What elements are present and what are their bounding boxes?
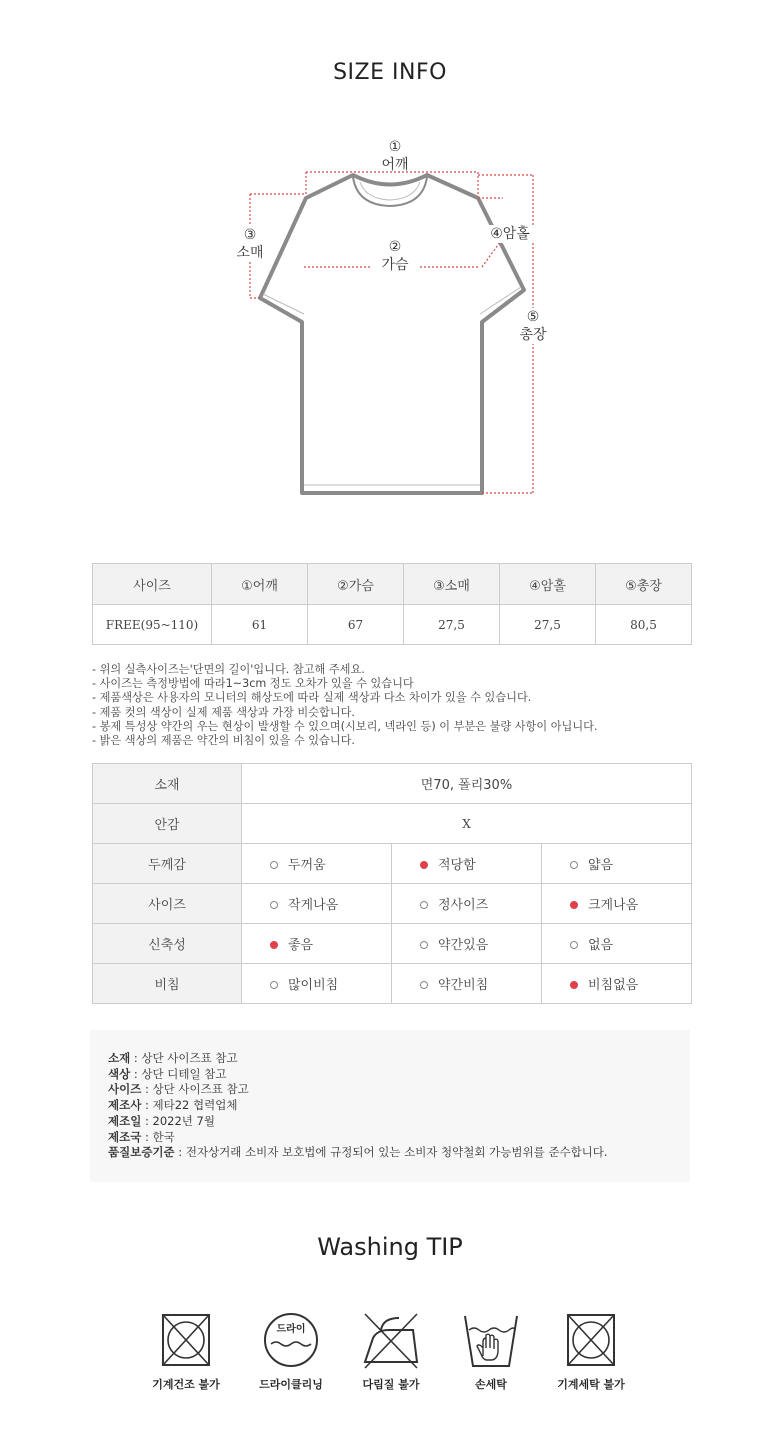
- measure-label-length: ⑤ 총장: [513, 308, 553, 344]
- option-fit-true: 정사이즈: [392, 884, 542, 924]
- header-chest: ②가슴: [308, 564, 404, 605]
- tshirt-illustration: [220, 130, 560, 510]
- cell-shoulder: 61: [212, 605, 308, 645]
- option-sheer-much: 많이비침: [242, 964, 392, 1004]
- option-thickness-medium: 적당함: [392, 844, 542, 884]
- radio-dot-icon: [570, 861, 578, 869]
- radio-dot-icon: [420, 941, 428, 949]
- info-line-size: 사이즈 : 상단 사이즈표 참고: [108, 1082, 249, 1097]
- lining-label: 안감: [93, 804, 242, 844]
- radio-dot-selected-icon: [270, 941, 278, 949]
- hand-wash-icon: [461, 1308, 521, 1372]
- header-armhole: ④암홀: [500, 564, 596, 605]
- dry-clean-icon: [261, 1308, 321, 1372]
- radio-dot-icon: [420, 981, 428, 989]
- cell-length: 80,5: [596, 605, 692, 645]
- option-sheer-none: 비침없음: [542, 964, 692, 1004]
- washing-title: Washing TIP: [317, 1233, 463, 1261]
- radio-dot-selected-icon: [570, 981, 578, 989]
- care-label: 기계건조 불가: [152, 1378, 220, 1391]
- measure-label-chest: ② 가슴: [371, 238, 419, 274]
- header-sleeve: ③소매: [404, 564, 500, 605]
- radio-dot-icon: [270, 861, 278, 869]
- thickness-label: 두께감: [93, 844, 242, 884]
- stretch-label: 신축성: [93, 924, 242, 964]
- product-info-box: [90, 1030, 690, 1182]
- fabric-value: 면70, 폴리30%: [242, 764, 692, 804]
- cell-chest: 67: [308, 605, 404, 645]
- material-row-sheer: [93, 964, 692, 1004]
- page-title: SIZE INFO: [333, 60, 447, 85]
- info-line-manufacturer: 제조사 : 제타22 협력업체: [108, 1098, 238, 1113]
- care-label: 손세탁: [475, 1378, 507, 1391]
- care-item-dry-clean: [241, 1308, 341, 1392]
- measure-label-sleeve: ③ 소매: [230, 226, 270, 262]
- cell-sleeve: 27,5: [404, 605, 500, 645]
- material-table: [92, 763, 692, 1004]
- cell-size: FREE(95~110): [93, 605, 212, 645]
- info-line-color: 색상 : 상단 디테일 참고: [108, 1066, 227, 1081]
- option-stretch-some: 약간있음: [392, 924, 542, 964]
- material-row-fabric: [93, 764, 692, 804]
- radio-dot-selected-icon: [420, 861, 428, 869]
- option-thickness-thick: 두꺼움: [242, 844, 392, 884]
- option-stretch-good: 좋음: [242, 924, 392, 964]
- dry-badge-text: 드라이: [276, 1324, 306, 1335]
- fit-label: 사이즈: [93, 884, 242, 924]
- header-length: ⑤총장: [596, 564, 692, 605]
- info-line-country: 제조국 : 한국: [108, 1129, 175, 1144]
- material-row-fit: [93, 884, 692, 924]
- info-line-warranty: 품질보증기준 : 전자상거래 소비자 보호법에 규정되어 있는 소비자 청약철회 가능범위를 준수합니다.: [108, 1145, 608, 1160]
- header-shoulder: ①어깨: [212, 564, 308, 605]
- info-line-material: 소재 : 상단 사이즈표 참고: [108, 1051, 238, 1065]
- table-row: [93, 605, 692, 645]
- info-line-date: 제조일 : 2022년 7월: [108, 1113, 215, 1128]
- fabric-label: 소재: [93, 764, 242, 804]
- sheer-label: 비침: [93, 964, 242, 1004]
- option-sheer-slight: 약간비침: [392, 964, 542, 1004]
- header-size: 사이즈: [93, 564, 212, 605]
- radio-dot-selected-icon: [570, 901, 578, 909]
- no-machine-dry-icon: [156, 1308, 216, 1372]
- option-fit-large: 크게나옴: [542, 884, 692, 924]
- material-row-lining: [93, 804, 692, 844]
- note-item: - 사이즈는 측정방법에 따라1~3cm 정도 오차가 있을 수 있습니다: [92, 677, 414, 691]
- radio-dot-icon: [420, 901, 428, 909]
- size-table-header: [93, 564, 692, 605]
- note-item: - 밝은 색상의 제품은 약간의 비침이 있을 수 있습니다.: [92, 734, 355, 748]
- no-iron-icon: [359, 1308, 423, 1372]
- no-machine-wash-icon: [561, 1308, 621, 1372]
- lining-value: X: [242, 804, 692, 844]
- care-label: 다림질 불가: [362, 1378, 420, 1391]
- size-notes: [92, 663, 712, 748]
- size-table: [92, 563, 692, 645]
- measure-label-armhole: ④암홀: [482, 225, 538, 243]
- option-thickness-thin: 얇음: [542, 844, 692, 884]
- care-item-no-machine-wash: [541, 1308, 641, 1392]
- care-item-no-machine-dry: [136, 1308, 236, 1392]
- note-item: - 위의 실측사이즈는'단면의 길이'입니다. 참고해 주세요.: [92, 663, 365, 676]
- care-label: 드라이클리닝: [259, 1378, 323, 1391]
- material-row-stretch: [93, 924, 692, 964]
- material-row-thickness: [93, 844, 692, 884]
- radio-dot-icon: [270, 981, 278, 989]
- measure-label-shoulder: ① 어깨: [381, 139, 409, 173]
- note-item: - 제품 컷의 색상이 실제 제품 색상과 가장 비슷합니다.: [92, 705, 355, 719]
- tshirt-size-diagram: [220, 130, 560, 510]
- option-stretch-none: 없음: [542, 924, 692, 964]
- care-item-hand-wash: [441, 1308, 541, 1392]
- note-item: - 제품색상은 사용자의 모니터의 해상도에 따라 실제 색상과 다소 차이가 있을 수 있습니다.: [92, 691, 532, 705]
- radio-dot-icon: [270, 901, 278, 909]
- note-item: - 봉제 특성상 약간의 우는 현상이 발생할 수 있으며(시보리, 넥라인 등) 이 부분은 불량 사항이 아닙니다.: [92, 719, 598, 733]
- option-fit-small: 작게나옴: [242, 884, 392, 924]
- radio-dot-icon: [570, 941, 578, 949]
- cell-armhole: 27,5: [500, 605, 596, 645]
- care-item-no-iron: [341, 1308, 441, 1392]
- care-label: 기계세탁 불가: [557, 1378, 625, 1391]
